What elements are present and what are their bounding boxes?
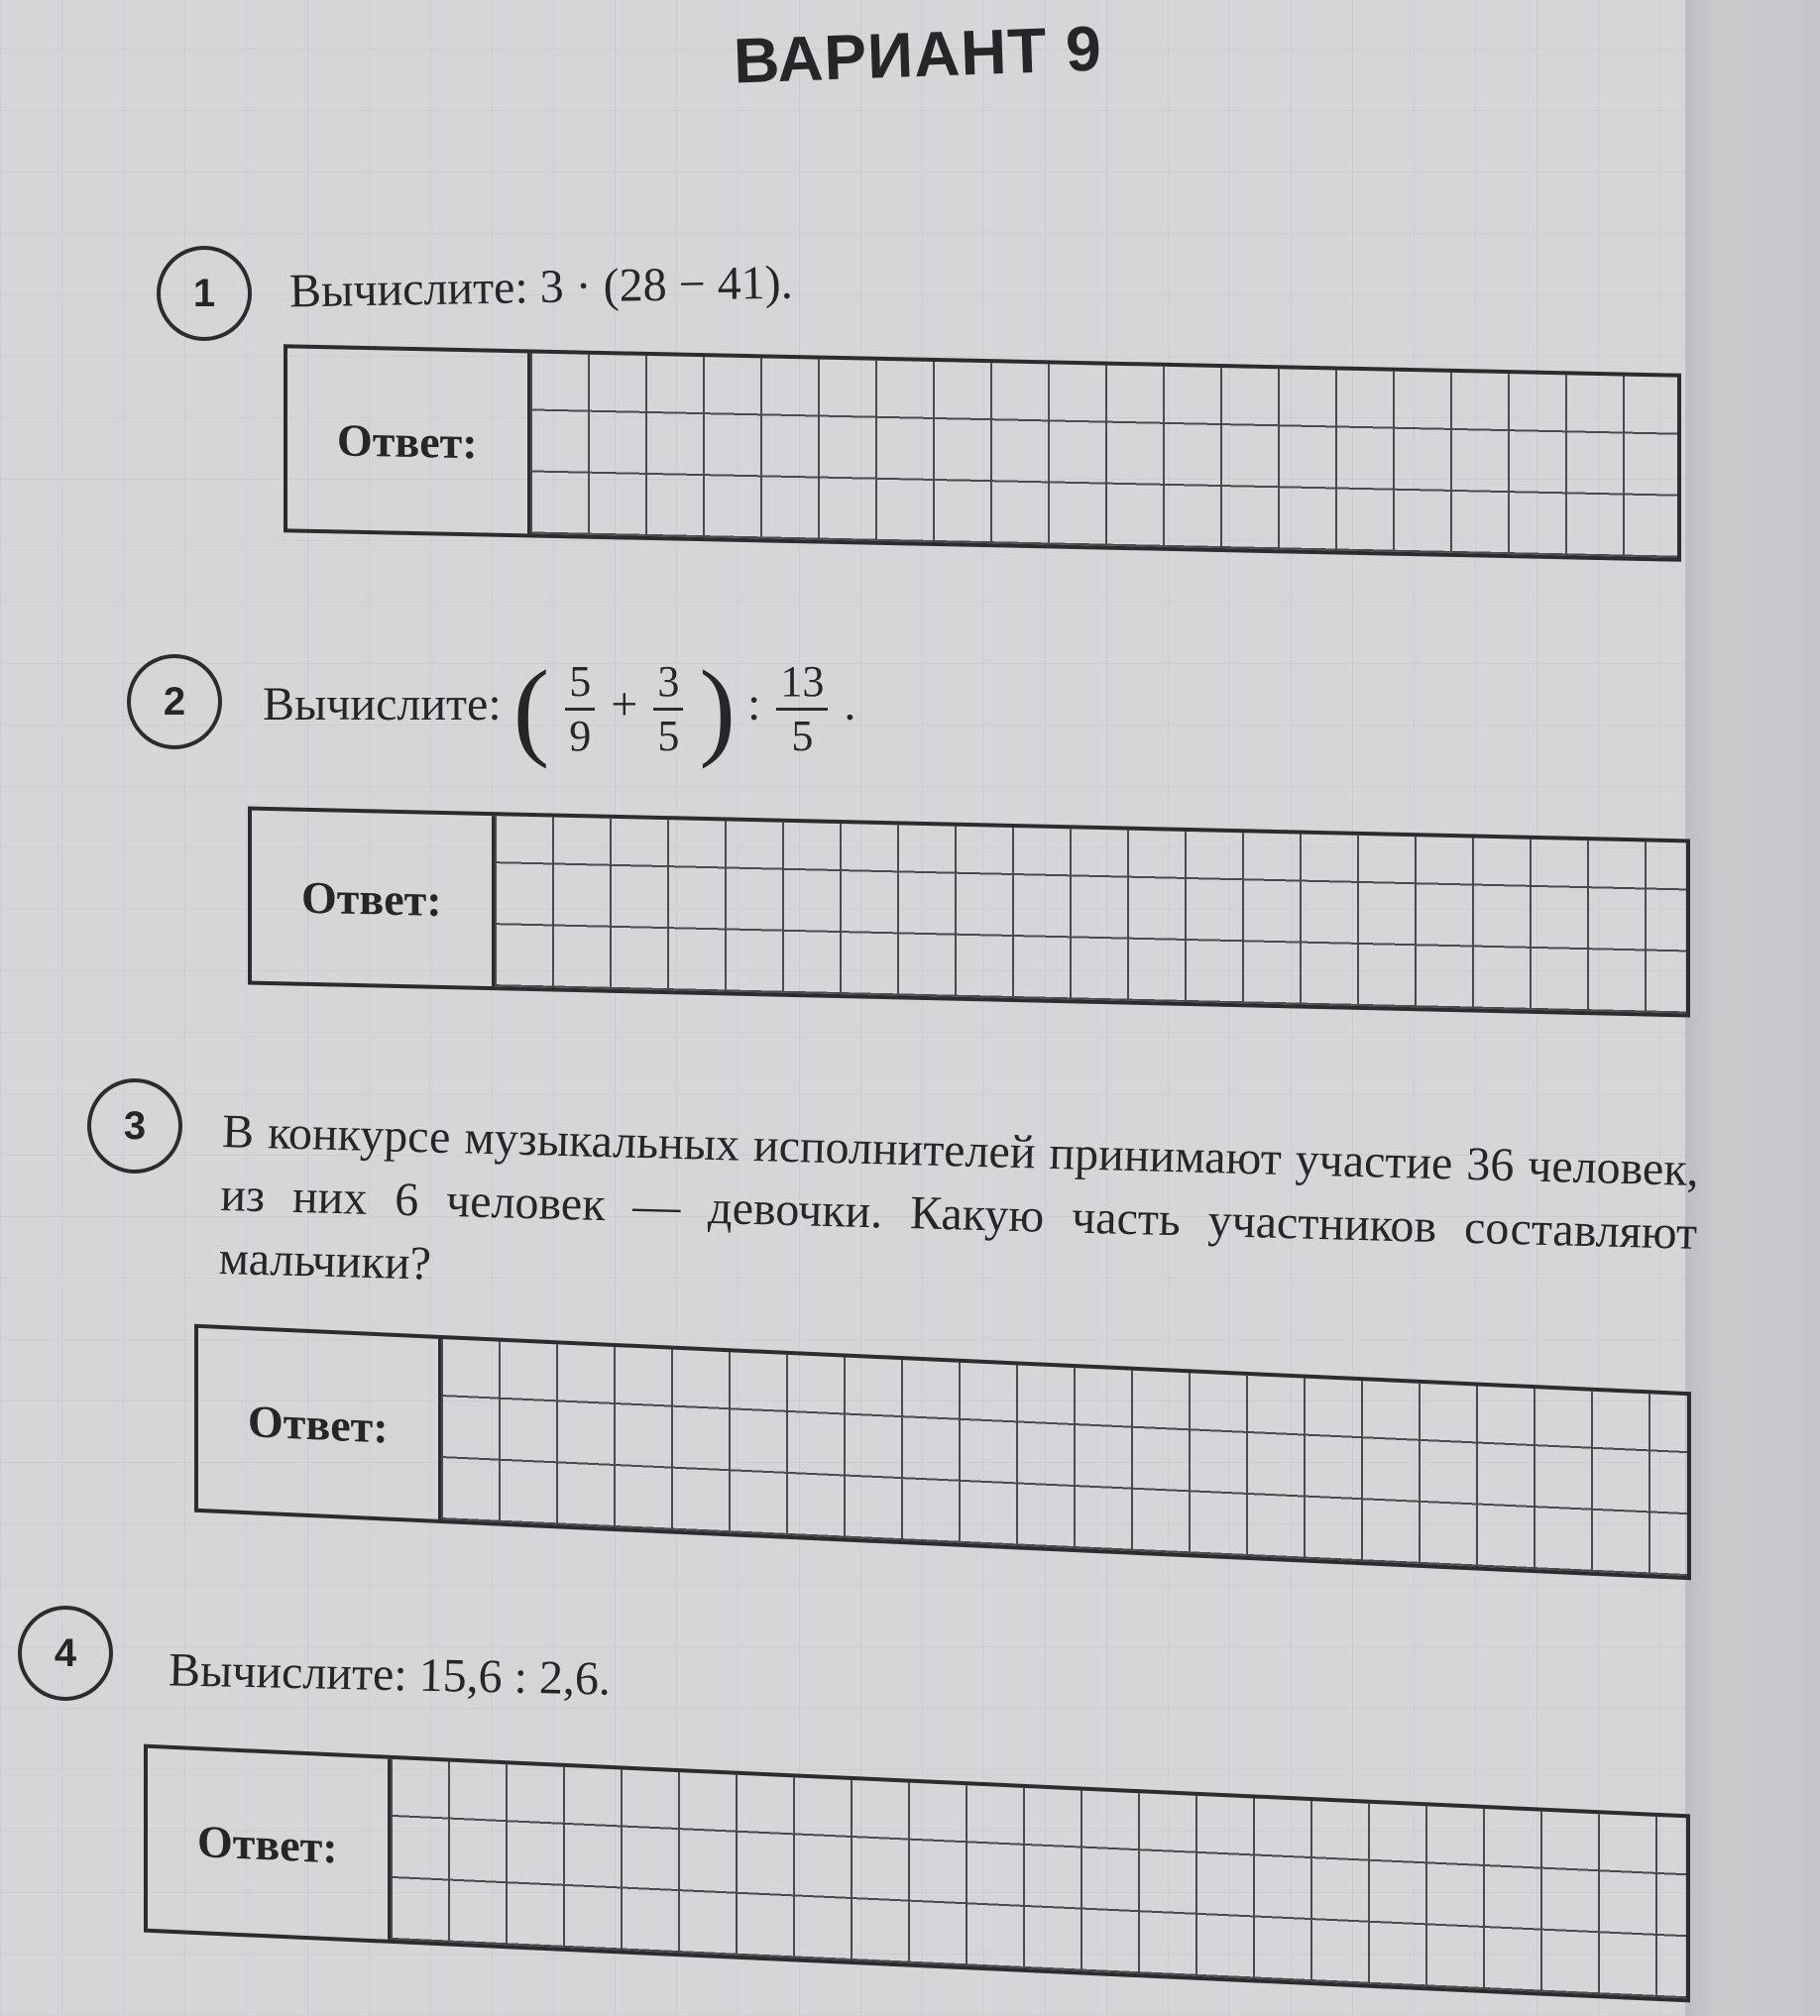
- fraction-2-denominator: 5: [657, 711, 680, 760]
- task-1-answer-grid[interactable]: [530, 353, 1677, 557]
- task-1-answer-label: Ответ:: [287, 348, 530, 533]
- task-4-number-text: 4: [54, 1630, 77, 1675]
- fraction-3-numerator: 13: [776, 660, 828, 711]
- task-4-answer-label: Ответ:: [148, 1748, 391, 1940]
- task-4-question: Вычислите: 15,6 : 2,6.: [168, 1643, 612, 1706]
- fraction-1-denominator: 9: [569, 711, 592, 760]
- task-4-number: [18, 1606, 113, 1701]
- task-2-answer-label: Ответ:: [252, 811, 495, 987]
- task-3-answer-label: Ответ:: [198, 1328, 441, 1519]
- task-3-question: В конкурсе музыкальных исполнителей принимают участие 36 человек, из них 6 человек — девочки. Какую часть участников составляют мальчики?: [218, 1104, 1700, 1290]
- plus-sign: +: [611, 678, 638, 731]
- task-2-number-text: 2: [163, 679, 186, 724]
- open-paren: (: [512, 648, 550, 769]
- close-paren: ): [699, 648, 737, 769]
- task-1-number-text: 1: [192, 271, 216, 315]
- fraction-1-numerator: 5: [565, 660, 595, 711]
- task-1-answer-box[interactable]: [284, 344, 1681, 562]
- fraction-2: [653, 656, 683, 760]
- task-2-question: [263, 648, 856, 769]
- end-period: .: [844, 678, 856, 731]
- fraction-2-numerator: 3: [653, 660, 683, 711]
- colon-sign: :: [747, 678, 761, 731]
- task-2-prefix: Вычислите:: [263, 678, 502, 731]
- task-2-number: [127, 654, 222, 749]
- fraction-1: [565, 656, 595, 760]
- task-1-question: Вычислите: 3 · (28 − 41).: [288, 256, 794, 318]
- task-2-answer-grid[interactable]: [495, 816, 1686, 1013]
- fraction-3-denominator: 5: [791, 711, 814, 760]
- task-3-number: [87, 1078, 182, 1174]
- task-2-answer-box[interactable]: [248, 806, 1690, 1017]
- variant-title: ВАРИАНТ 9: [732, 12, 1103, 97]
- fraction-3: [776, 656, 828, 760]
- page-edge: [1685, 0, 1820, 2016]
- task-1-number: [157, 246, 252, 341]
- task-3-number-text: 3: [123, 1103, 147, 1148]
